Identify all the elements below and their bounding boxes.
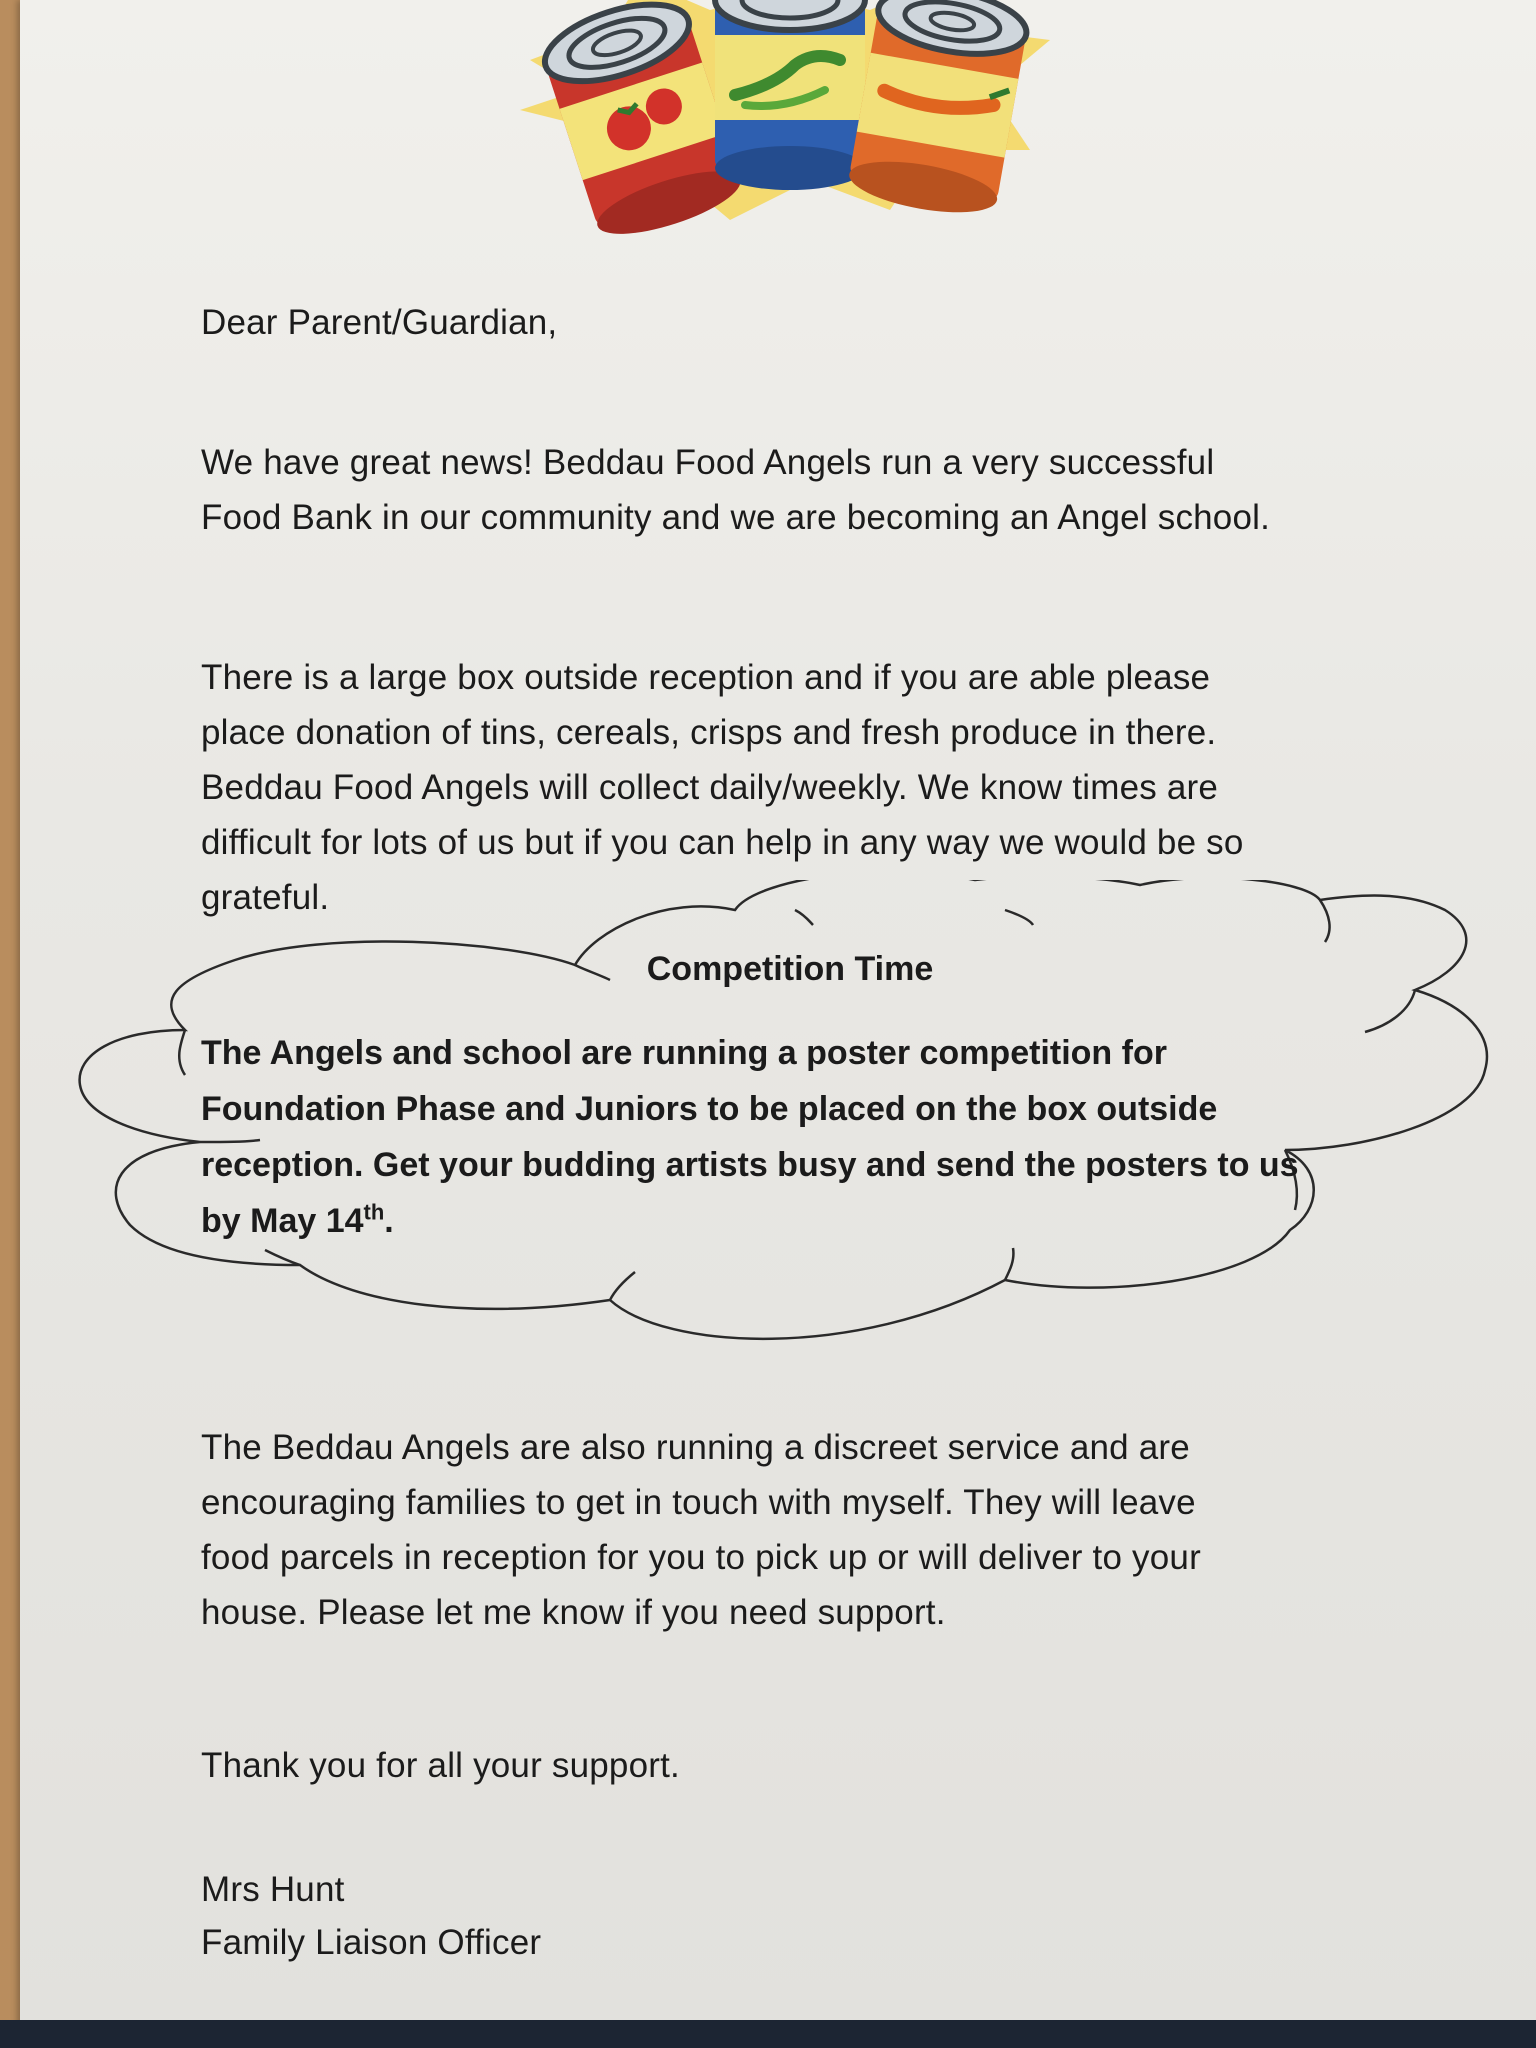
paragraph-line: encouraging families to get in touch with myself. They will leave bbox=[201, 1483, 1196, 1522]
competition-line: The Angels and school are running a poster competition for bbox=[201, 1034, 1167, 1072]
paragraph-line: grateful. bbox=[201, 878, 330, 917]
paragraph-intro bbox=[201, 435, 1270, 545]
competition-line: Foundation Phase and Juniors to be placed on the box outside bbox=[201, 1090, 1218, 1128]
paragraph-line: The Beddau Angels are also running a discreet service and are bbox=[201, 1428, 1190, 1467]
paragraph-line: food parcels in reception for you to pick up or will deliver to your bbox=[201, 1538, 1201, 1577]
competition-line: reception. Get your budding artists busy and send the posters to us bbox=[201, 1146, 1299, 1184]
paragraph-line: Beddau Food Angels will collect daily/weekly. We know times are bbox=[201, 768, 1219, 807]
paragraph-line: There is a large box outside reception and if you are able please bbox=[201, 658, 1211, 697]
paragraph-line: house. Please let me know if you need support. bbox=[201, 1593, 946, 1632]
closing-line: Thank you for all your support. bbox=[201, 1746, 680, 1785]
greeting: Dear Parent/Guardian, bbox=[201, 303, 558, 342]
desk-edge bbox=[0, 2020, 1536, 2048]
competition-period: . bbox=[384, 1202, 394, 1240]
paragraph-discreet-service bbox=[201, 1420, 1201, 1640]
competition-body bbox=[201, 1025, 1299, 1249]
signature-name: Mrs Hunt bbox=[201, 1870, 345, 1909]
letter-page bbox=[20, 0, 1536, 2030]
competition-line-last bbox=[201, 1193, 1299, 1249]
competition-title: Competition Time bbox=[646, 950, 934, 988]
food-cans-icon bbox=[490, 0, 1090, 250]
paragraph-line: We have great news! Beddau Food Angels run a very successful bbox=[201, 443, 1215, 482]
paragraph-line: place donation of tins, cereals, crisps and fresh produce in there. bbox=[201, 713, 1217, 752]
paragraph-line: Food Bank in our community and we are becoming an Angel school. bbox=[201, 498, 1271, 537]
paragraph-line: difficult for lots of us but if you can help in any way we would be so bbox=[201, 823, 1244, 862]
competition-date: by May 14 bbox=[201, 1202, 364, 1240]
signature-title: Family Liaison Officer bbox=[201, 1923, 542, 1962]
date-suffix: th bbox=[363, 1199, 385, 1225]
